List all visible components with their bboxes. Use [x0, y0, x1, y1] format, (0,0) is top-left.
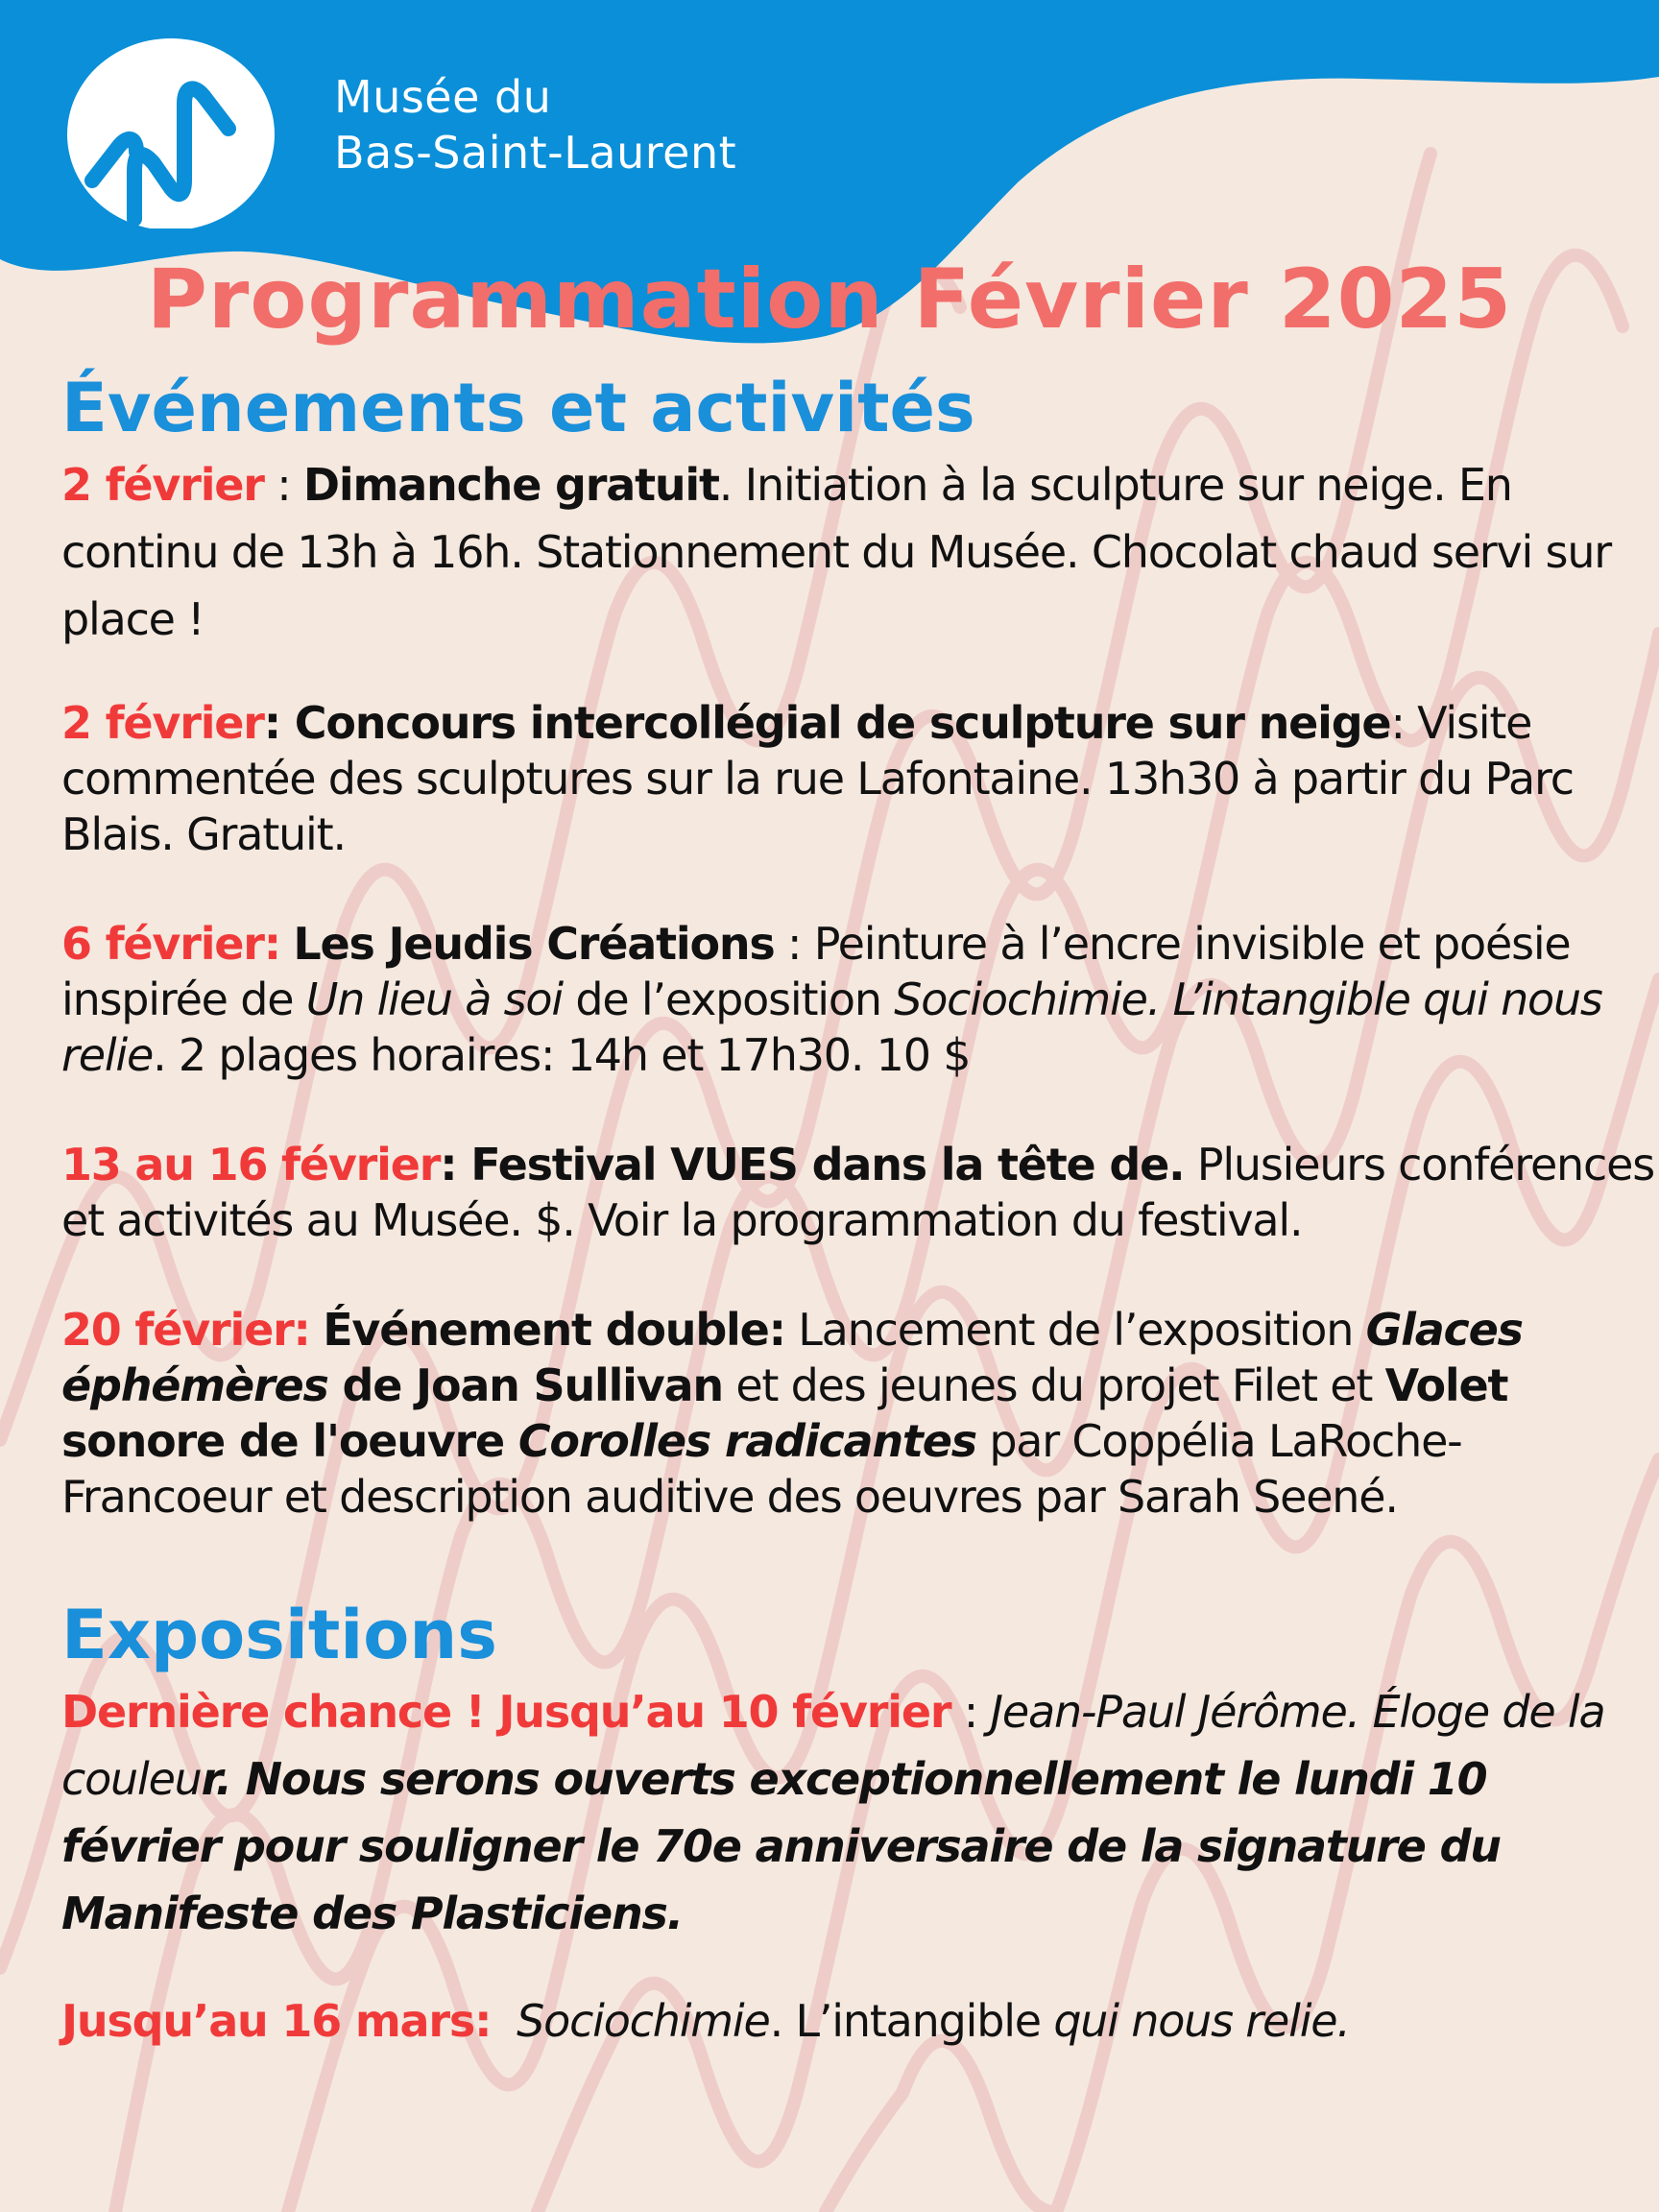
event-text: : Peinture à l’encre invisible et poésie inspirée de: [61, 918, 1571, 1025]
event-item: [61, 695, 1655, 862]
exposition-title: Sociochimie: [517, 1995, 770, 2047]
event-date: 6 février:: [61, 918, 280, 970]
event-date: 2 février: [61, 459, 264, 511]
events-heading: Événements et activités: [61, 369, 975, 447]
museum-brand-name: [334, 69, 736, 180]
event-title: : Festival VUES dans la tête de.: [440, 1139, 1185, 1190]
event-title: : Concours intercollégial de sculpture sur neige: [263, 697, 1391, 749]
event-title: Événement double:: [323, 1304, 785, 1356]
exposition-note: r. Nous serons ouverts exceptionnellement le lundi 10 février pour souligner le 70e anniversaire de la signature du Manifeste des Plasticiens.: [61, 1753, 1501, 1939]
artwork-title: Corolles radicantes: [517, 1415, 976, 1467]
exposition-separator: :: [950, 1686, 991, 1738]
event-item: [61, 451, 1655, 653]
event-date: 13 au 16 février: [61, 1139, 441, 1190]
event-text: . 2 plages horaires: 14h et 17h30. 10 $: [153, 1029, 971, 1081]
event-title: Dimanche gratuit: [302, 459, 719, 511]
page-title: Programmation Février 2025: [146, 252, 1513, 348]
exposition-date: Dernière chance ! Jusqu’au 10 février: [61, 1686, 951, 1738]
event-text: Plusieurs conférences et activités au Musée. $. Voir la programmation du festival.: [61, 1139, 1654, 1246]
brand-line-1: Musée du: [334, 71, 552, 123]
event-separator: :: [263, 459, 303, 511]
exposition-item: [61, 1993, 1655, 2049]
exposition-text: . L’intangible: [769, 1995, 1054, 2047]
event-date: 2 février: [61, 697, 264, 749]
event-title: Les Jeudis Créations: [293, 918, 775, 970]
exposition-item: [61, 1678, 1655, 1947]
event-item: [61, 916, 1655, 1083]
exposition-subtitle: qui nous relie.: [1053, 1995, 1350, 2047]
museum-logo-icon: [65, 36, 276, 228]
event-date: 20 février:: [61, 1304, 310, 1356]
expositions-heading: Expositions: [61, 1596, 497, 1674]
exposition-title: Jean-Paul Jérôme. Éloge de la couleu: [61, 1686, 1605, 1805]
event-item: [61, 1137, 1655, 1248]
brand-line-2: Bas-Saint-Laurent: [334, 127, 737, 179]
event-item: [61, 1302, 1655, 1525]
event-text: . Initiation à la sculpture sur neige. En continu de 13h à 16h. Stationnement du Musée. Chocolat chaud servi sur place !: [61, 459, 1611, 645]
event-text: et des jeunes du projet Filet et: [722, 1359, 1385, 1411]
event-text: : Visite commentée des sculptures sur la rue Lafontaine. 13h30 à partir du Parc Blais. Gratuit.: [61, 697, 1574, 860]
artist-name: de Joan Sullivan: [327, 1359, 723, 1411]
artwork-title: Un lieu à soi: [305, 974, 563, 1025]
main-content: [61, 365, 1655, 2049]
event-text: par Coppélia LaRoche-Francoeur et description auditive des oeuvres par Sarah Seené.: [61, 1415, 1462, 1523]
sound-component: Volet sonore de l'oeuvre: [61, 1359, 1508, 1467]
event-text: Lancement de l’exposition: [784, 1304, 1366, 1356]
event-text: de l’exposition: [562, 974, 895, 1025]
exposition-date: Jusqu’au 16 mars:: [61, 1995, 492, 2047]
exhibition-title: Sociochimie. L’intangible qui nous relie: [61, 974, 1602, 1081]
exhibition-title: Glaces éphémères: [61, 1304, 1523, 1411]
